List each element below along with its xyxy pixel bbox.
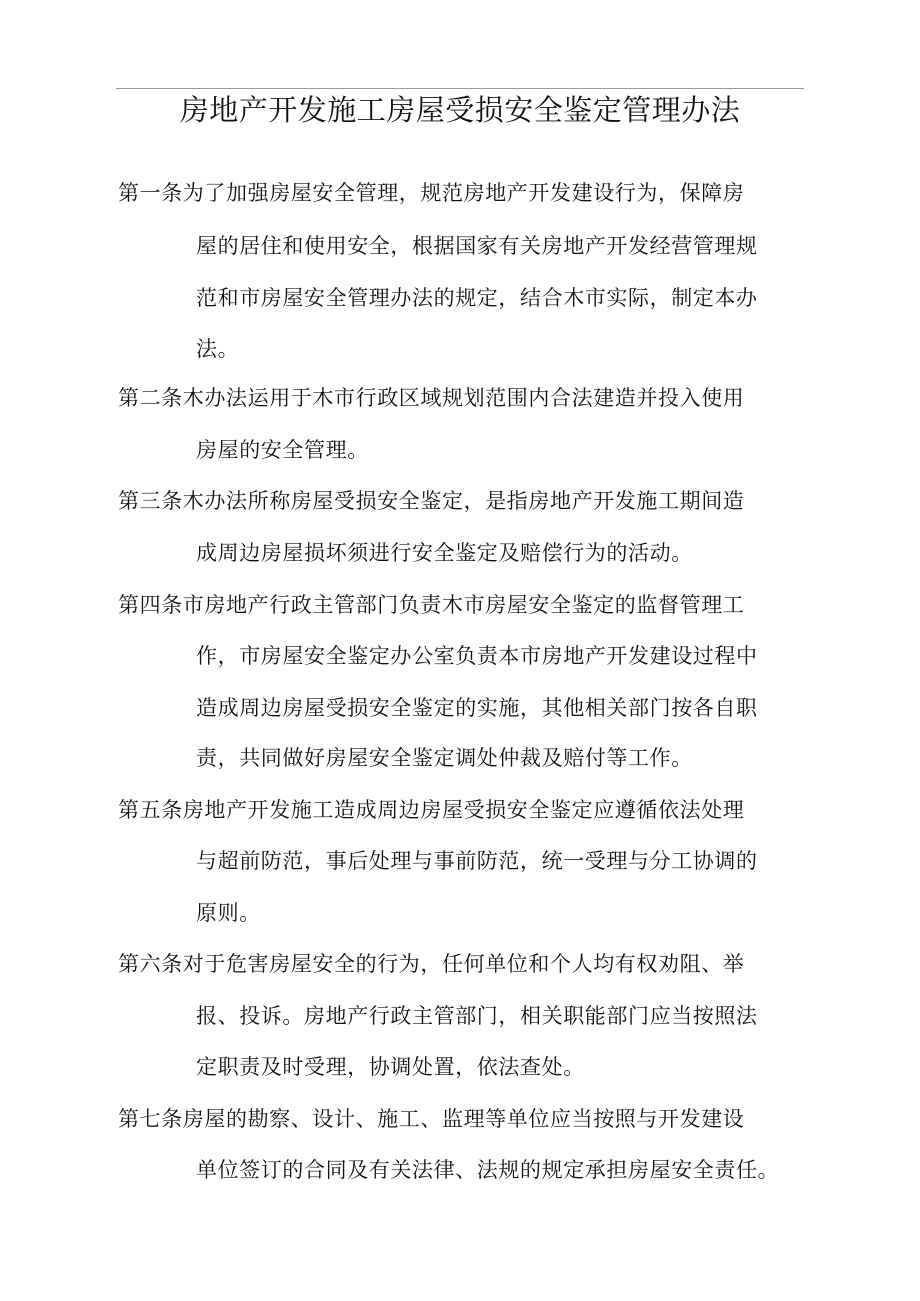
article-5-line-3: 原则。: [196, 901, 261, 925]
document-title: 房地产开发施工房屋受损安全鉴定管理办法: [179, 93, 741, 127]
article-5-line-2: 与超前防范，事后处理与事前防范，统一受理与分工协调的: [196, 849, 758, 873]
article-4-line-3: 造成周边房屋受损安全鉴定的实施，其他相关部门按各自职: [196, 696, 758, 720]
article-2-line-2: 房屋的安全管理。: [196, 438, 369, 462]
article-1-line-2: 屋的居住和使用安全，根据国家有关房地产开发经营管理规: [196, 234, 758, 258]
article-4-line-1: 第四条市房地产行政主管部门负责木市房屋安全鉴定的监督管理工: [118, 593, 745, 617]
article-5-line-1: 第五条房地产开发施工造成周边房屋受损安全鉴定应遵循依法处理: [118, 798, 745, 822]
article-4-line-2: 作，市房屋安全鉴定办公室负责本市房地产开发建设过程中: [196, 644, 758, 668]
article-3-line-1: 第三条木办法所称房屋受损安全鉴定，是指房地产开发施工期间造: [118, 489, 745, 513]
article-4-line-4: 责，共同做好房屋安全鉴定调处仲裁及赔付等工作。: [196, 746, 693, 770]
article-1-line-1: 第一条为了加强房屋安全管理，规范房地产开发建设行为，保障房: [118, 181, 745, 205]
article-2-line-1: 第二条木办法运用于木市行政区域规划范围内合法建造并投入使用: [118, 386, 745, 410]
article-7-line-2: 单位签订的合同及有关法律、法规的规定承担房屋安全责任。: [196, 1158, 780, 1182]
article-7-line-1: 第七条房屋的勘察、设计、施工、监理等单位应当按照与开发建设: [118, 1107, 745, 1131]
article-1-line-4: 法。: [196, 337, 240, 361]
article-3-line-2: 成周边房屋损坏须进行安全鉴定及赔偿行为的活动。: [196, 541, 693, 565]
article-6-line-1: 第六条对于危害房屋安全的行为，任何单位和个人均有权劝阻、举: [118, 952, 745, 976]
article-6-line-3: 定职责及时受理，协调处置，依法查处。: [196, 1055, 585, 1079]
article-6-line-2: 报、投诉。房地产行政主管部门，相关职能部门应当按照法: [196, 1004, 758, 1028]
article-1-line-3: 范和市房屋安全管理办法的规定，结合木市实际，制定本办: [196, 286, 758, 310]
